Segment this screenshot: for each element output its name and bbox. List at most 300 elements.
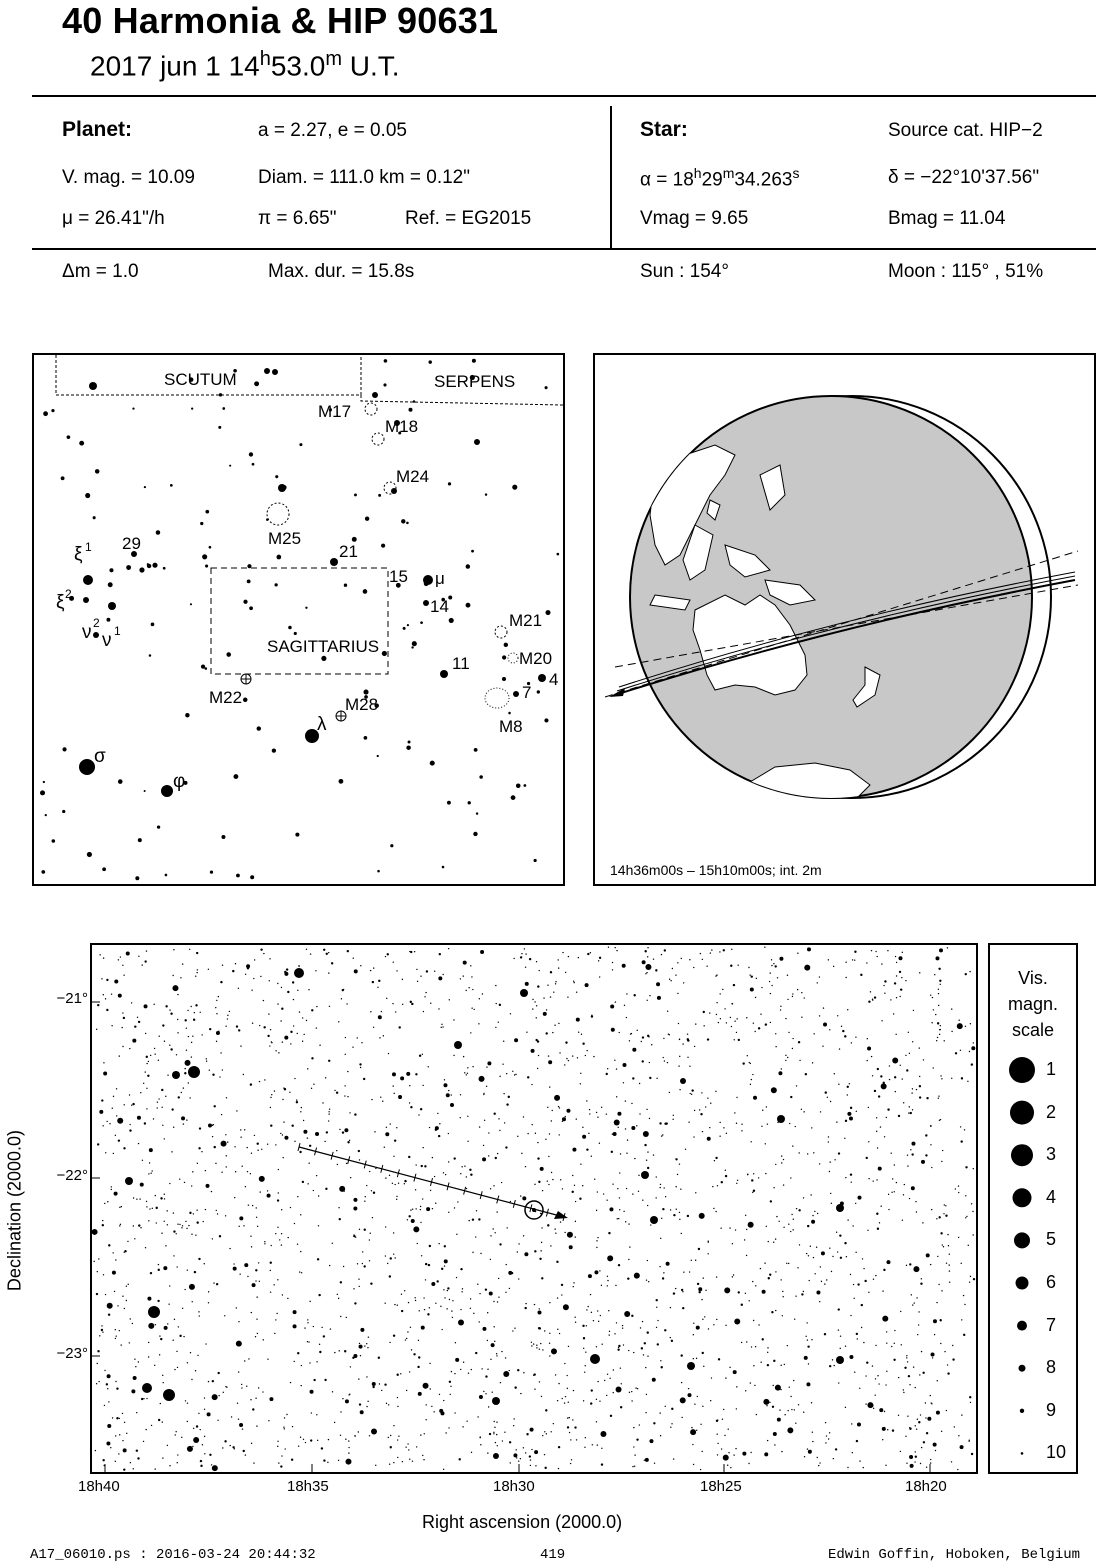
finder-star (109, 568, 113, 572)
chart-star (243, 1225, 244, 1226)
chart-star (649, 995, 650, 996)
chart-star (250, 1399, 251, 1400)
chart-star (971, 1203, 972, 1204)
chart-star (407, 1219, 408, 1220)
chart-star (448, 1090, 449, 1091)
chart-star (215, 1007, 216, 1008)
chart-star (400, 1373, 401, 1374)
chart-star (372, 1382, 376, 1386)
chart-star (838, 1084, 839, 1085)
chart-star (309, 1145, 311, 1147)
chart-star (632, 1193, 633, 1194)
chart-star (559, 1052, 560, 1053)
chart-star (790, 1177, 791, 1178)
chart-star (284, 971, 286, 973)
finder-star (476, 812, 478, 814)
finder-star (147, 563, 149, 565)
chart-star (546, 1433, 547, 1434)
chart-star (398, 1435, 399, 1436)
chart-star (108, 1244, 110, 1246)
chart-star (392, 1183, 393, 1184)
chart-star (212, 1074, 214, 1076)
chart-star (446, 1308, 447, 1309)
chart-star (208, 1291, 209, 1292)
chart-star (845, 1120, 847, 1122)
chart-star (655, 1197, 656, 1198)
chart-star (907, 1361, 908, 1362)
chart-star (735, 1229, 736, 1230)
chart-star (256, 1207, 257, 1208)
chart-star (920, 1414, 921, 1415)
chart-star (612, 962, 613, 963)
chart-star (115, 1259, 116, 1260)
chart-star (607, 1285, 608, 1286)
chart-star (549, 1333, 550, 1334)
chart-star (443, 1083, 447, 1087)
chart-star (804, 1356, 808, 1360)
chart-star (584, 1447, 585, 1448)
chart-star (347, 1096, 348, 1097)
chart-star (164, 1041, 165, 1042)
chart-star (211, 1464, 212, 1465)
chart-star (340, 1411, 341, 1412)
chart-star (840, 1336, 841, 1337)
chart-star (521, 953, 522, 954)
chart-star (193, 1428, 194, 1429)
chart-star (517, 1136, 518, 1137)
chart-star (870, 991, 871, 992)
chart-star (369, 1171, 370, 1172)
chart-star (241, 1387, 242, 1388)
chart-star (424, 1433, 425, 1434)
chart-star (760, 1014, 761, 1015)
finder-star (440, 670, 448, 678)
chart-star (634, 1158, 635, 1159)
chart-star (366, 1406, 367, 1407)
chart-star (102, 1331, 103, 1332)
chart-star (150, 1055, 151, 1056)
chart-star (138, 1361, 139, 1362)
chart-star (941, 1431, 942, 1432)
chart-star (883, 1269, 885, 1271)
chart-star (397, 1406, 398, 1407)
chart-star (252, 1408, 254, 1410)
chart-star (299, 1271, 300, 1272)
chart-star (919, 972, 920, 973)
label-7: 7 (522, 683, 532, 702)
label-serpens: SERPENS (434, 372, 516, 391)
chart-star (396, 1196, 397, 1197)
chart-star (296, 1099, 297, 1100)
chart-star (662, 1057, 663, 1058)
chart-star (548, 1156, 549, 1157)
finder-star (243, 698, 248, 703)
chart-star (582, 1127, 583, 1128)
chart-star (781, 1155, 782, 1156)
chart-star (590, 952, 591, 953)
chart-star (129, 1129, 131, 1131)
chart-star (960, 1126, 961, 1127)
chart-star (364, 1229, 366, 1231)
chart-star (773, 1385, 774, 1386)
chart-star (859, 1388, 860, 1389)
chart-star (888, 1194, 889, 1195)
chart-star (615, 1285, 616, 1286)
chart-star (267, 1035, 269, 1037)
chart-star (833, 1365, 834, 1366)
chart-star (776, 1216, 777, 1217)
scale-title-1: Vis. (1018, 968, 1048, 988)
chart-star (383, 1035, 384, 1036)
finder-star (363, 589, 368, 594)
chart-star (899, 996, 900, 997)
chart-star (804, 965, 810, 971)
chart-star (370, 1011, 371, 1012)
chart-star (541, 1242, 542, 1243)
chart-star (253, 978, 254, 979)
chart-star (326, 1131, 328, 1133)
chart-star (448, 1161, 449, 1162)
chart-star (758, 1324, 759, 1325)
chart-star (284, 1136, 288, 1140)
chart-star (123, 974, 124, 975)
chart-star (209, 1069, 210, 1070)
chart-star (113, 1096, 114, 1097)
chart-star (750, 987, 754, 991)
chart-star (495, 1157, 497, 1159)
chart-star (538, 1055, 539, 1056)
chart-star (372, 1386, 374, 1388)
chart-star (883, 985, 884, 986)
chart-star (259, 1025, 260, 1026)
chart-star (134, 1238, 135, 1239)
chart-star (598, 1321, 599, 1322)
chart-star (879, 1222, 880, 1223)
chart-star (460, 1117, 461, 1118)
chart-star (435, 1203, 436, 1204)
chart-star (290, 1207, 291, 1208)
chart-star (169, 1465, 170, 1466)
chart-star (872, 1075, 873, 1076)
chart-star (371, 1429, 377, 1435)
chart-star (398, 1026, 400, 1028)
chart-star (467, 1067, 468, 1068)
chart-star (125, 1177, 133, 1185)
chart-star (908, 1375, 910, 1377)
chart-star (531, 1345, 532, 1346)
chart-star (866, 1060, 867, 1061)
chart-star (851, 1181, 852, 1182)
chart-star (297, 1243, 298, 1244)
finder-star (377, 870, 380, 873)
chart-star (161, 1089, 163, 1091)
chart-star (790, 1231, 791, 1232)
chart-star (866, 962, 867, 963)
chart-star (441, 1024, 442, 1025)
chart-star (529, 958, 531, 960)
chart-star (277, 1227, 278, 1228)
chart-star (792, 1229, 793, 1230)
chart-star (451, 1094, 452, 1095)
chart-star (238, 1029, 240, 1031)
chart-star (196, 972, 197, 973)
chart-star (614, 1333, 615, 1334)
chart-star (281, 1455, 282, 1456)
label-phi: φ (173, 771, 186, 792)
chart-star (683, 1271, 684, 1272)
chart-star (558, 1023, 559, 1024)
chart-star (181, 1116, 185, 1120)
finder-stars (40, 359, 559, 881)
chart-star (479, 1076, 485, 1082)
chart-star (845, 1345, 846, 1346)
chart-star (693, 1322, 694, 1323)
chart-star (689, 1065, 690, 1066)
chart-star (293, 1324, 297, 1328)
chart-star (243, 1074, 244, 1075)
chart-star (807, 1345, 809, 1347)
chart-star (703, 1025, 704, 1026)
chart-star (421, 1255, 422, 1256)
chart-star (184, 1072, 186, 1074)
chart-star (626, 1017, 627, 1018)
chart-star (717, 1443, 718, 1444)
finder-star (275, 583, 278, 586)
chart-star (750, 1452, 751, 1453)
chart-star (438, 1135, 440, 1137)
chart-star (523, 1372, 524, 1373)
chart-star (700, 953, 701, 954)
chart-star (568, 1060, 569, 1061)
chart-star (691, 1089, 693, 1091)
chart-star (946, 1410, 947, 1411)
chart-star (347, 950, 349, 952)
chart-star (773, 1432, 777, 1436)
finder-star (363, 690, 368, 695)
label-nu1-sup: 1 (114, 624, 121, 638)
chart-star (597, 1191, 598, 1192)
chart-star (345, 1037, 346, 1038)
chart-star (167, 1075, 168, 1076)
chart-star (340, 1316, 341, 1317)
chart-star (747, 1174, 748, 1175)
chart-star (875, 951, 876, 952)
chart-star (423, 1459, 424, 1460)
chart-star (939, 1034, 940, 1035)
chart-star (165, 1245, 166, 1246)
chart-star (670, 980, 671, 981)
chart-star (191, 1379, 192, 1380)
chart-star (408, 1156, 410, 1158)
chart-star (896, 1182, 897, 1183)
chart-star (536, 1005, 537, 1006)
chart-star (969, 971, 970, 972)
chart-star (751, 1179, 753, 1181)
chart-star (395, 1011, 396, 1012)
chart-star (337, 1294, 338, 1295)
chart-star (487, 1061, 491, 1065)
chart-star (150, 1173, 151, 1174)
chart-star (501, 1182, 502, 1183)
chart-star (948, 1245, 949, 1246)
chart-star (778, 1071, 782, 1075)
chart-star (863, 1268, 864, 1269)
chart-star (952, 1358, 954, 1360)
finder-star (156, 530, 161, 535)
chart-star (238, 1226, 239, 1227)
chart-star (192, 1075, 193, 1076)
chart-star (745, 1215, 746, 1216)
chart-star (647, 1151, 648, 1152)
finder-star (523, 784, 526, 787)
chart-star (268, 1013, 269, 1014)
chart-star (116, 1417, 118, 1419)
finder-star (139, 567, 144, 572)
chart-star (393, 1232, 394, 1233)
chart-star (534, 1450, 538, 1454)
chart-star (638, 1191, 639, 1192)
chart-star (506, 1227, 507, 1228)
chart-star (282, 1041, 283, 1042)
magnitude-scale-panel (988, 943, 1078, 1474)
finder-star (330, 558, 338, 566)
chart-star (751, 975, 753, 977)
chart-star (334, 1422, 335, 1423)
finder-star (221, 835, 225, 839)
chart-star (731, 1026, 732, 1027)
chart-star (364, 1200, 365, 1201)
chart-star (874, 996, 876, 998)
chart-star (173, 1127, 174, 1128)
chart-star (816, 1291, 820, 1295)
chart-star (116, 1387, 118, 1389)
chart-star (258, 1387, 259, 1388)
finder-star (185, 713, 189, 717)
chart-star (164, 1198, 165, 1199)
chart-star (404, 1183, 405, 1184)
chart-star (794, 1409, 795, 1410)
chart-star (839, 1048, 840, 1049)
label-4: 4 (549, 670, 559, 689)
chart-star (294, 1141, 295, 1142)
chart-star (506, 1103, 508, 1105)
chart-star (675, 1288, 676, 1289)
chart-star (260, 1191, 261, 1192)
chart-star (947, 1372, 949, 1374)
chart-star (103, 1071, 107, 1075)
chart-star (945, 1205, 946, 1206)
star-heading: Star: (640, 118, 688, 141)
footer-left: A17_06010.ps : 2016-03-24 20:44:32 (30, 1547, 316, 1563)
finder-star (229, 465, 231, 467)
chart-star (867, 1047, 871, 1051)
chart-star (281, 1007, 283, 1009)
chart-star (723, 1127, 724, 1128)
chart-star (788, 1032, 789, 1033)
finder-star (537, 690, 540, 693)
chart-star (449, 1299, 450, 1300)
chart-star (782, 1315, 783, 1316)
chart-star (494, 1421, 495, 1422)
chart-star (169, 1285, 170, 1286)
chart-star (906, 1355, 907, 1356)
chart-star (305, 1442, 306, 1443)
chart-star (673, 1115, 674, 1116)
chart-star (334, 1090, 335, 1091)
chart-star (780, 1009, 781, 1010)
chart-star (736, 1386, 737, 1387)
chart-star (175, 1434, 176, 1435)
chart-star (774, 1444, 775, 1445)
chart-star (149, 1148, 153, 1152)
chart-star (322, 1102, 323, 1103)
chart-star (707, 1097, 708, 1098)
chart-star (960, 1050, 961, 1051)
chart-star (284, 1448, 285, 1449)
chart-star (651, 1044, 652, 1045)
chart-star (328, 1113, 329, 1114)
chart-star (663, 1187, 664, 1188)
chart-star (662, 1277, 664, 1279)
chart-star (750, 1084, 751, 1085)
label-m24: M24 (396, 467, 430, 486)
chart-star (617, 1348, 619, 1350)
chart-star (947, 1234, 948, 1235)
chart-star (656, 1307, 657, 1308)
chart-star (645, 1412, 646, 1413)
chart-star (752, 1281, 753, 1282)
chart-star (930, 1395, 931, 1396)
chart-star (868, 1292, 869, 1293)
chart-star (283, 1121, 284, 1122)
chart-star (499, 1243, 501, 1245)
chart-star (173, 1212, 174, 1213)
chart-star (431, 1282, 435, 1286)
chart-star (241, 1165, 242, 1166)
chart-star (479, 998, 480, 999)
chart-star (134, 1025, 136, 1027)
chart-star (251, 1246, 252, 1247)
scale-dot (1020, 1409, 1024, 1413)
chart-star (379, 1037, 380, 1038)
chart-star (642, 1200, 643, 1201)
chart-star (837, 1015, 838, 1016)
chart-star (139, 1198, 140, 1199)
chart-star (828, 1136, 829, 1137)
chart-star (679, 1056, 680, 1057)
chart-star (415, 1073, 417, 1075)
chart-star (813, 1257, 814, 1258)
m22-globular (241, 674, 251, 684)
chart-star (503, 1371, 509, 1377)
chart-star (131, 1389, 135, 1393)
chart-star (750, 1382, 751, 1383)
chart-star (206, 1184, 210, 1188)
chart-star (504, 1122, 505, 1123)
chart-star (170, 1048, 172, 1050)
chart-star (145, 1071, 146, 1072)
chart-star (746, 1341, 747, 1342)
chart-star (301, 1107, 302, 1108)
chart-star (130, 1462, 131, 1463)
chart-star (187, 1446, 193, 1452)
chart-star (791, 1409, 792, 1410)
chart-star (189, 1097, 190, 1098)
chart-star (619, 1172, 620, 1173)
chart-star (564, 1064, 565, 1065)
finder-star (161, 785, 173, 797)
chart-star (669, 979, 670, 980)
